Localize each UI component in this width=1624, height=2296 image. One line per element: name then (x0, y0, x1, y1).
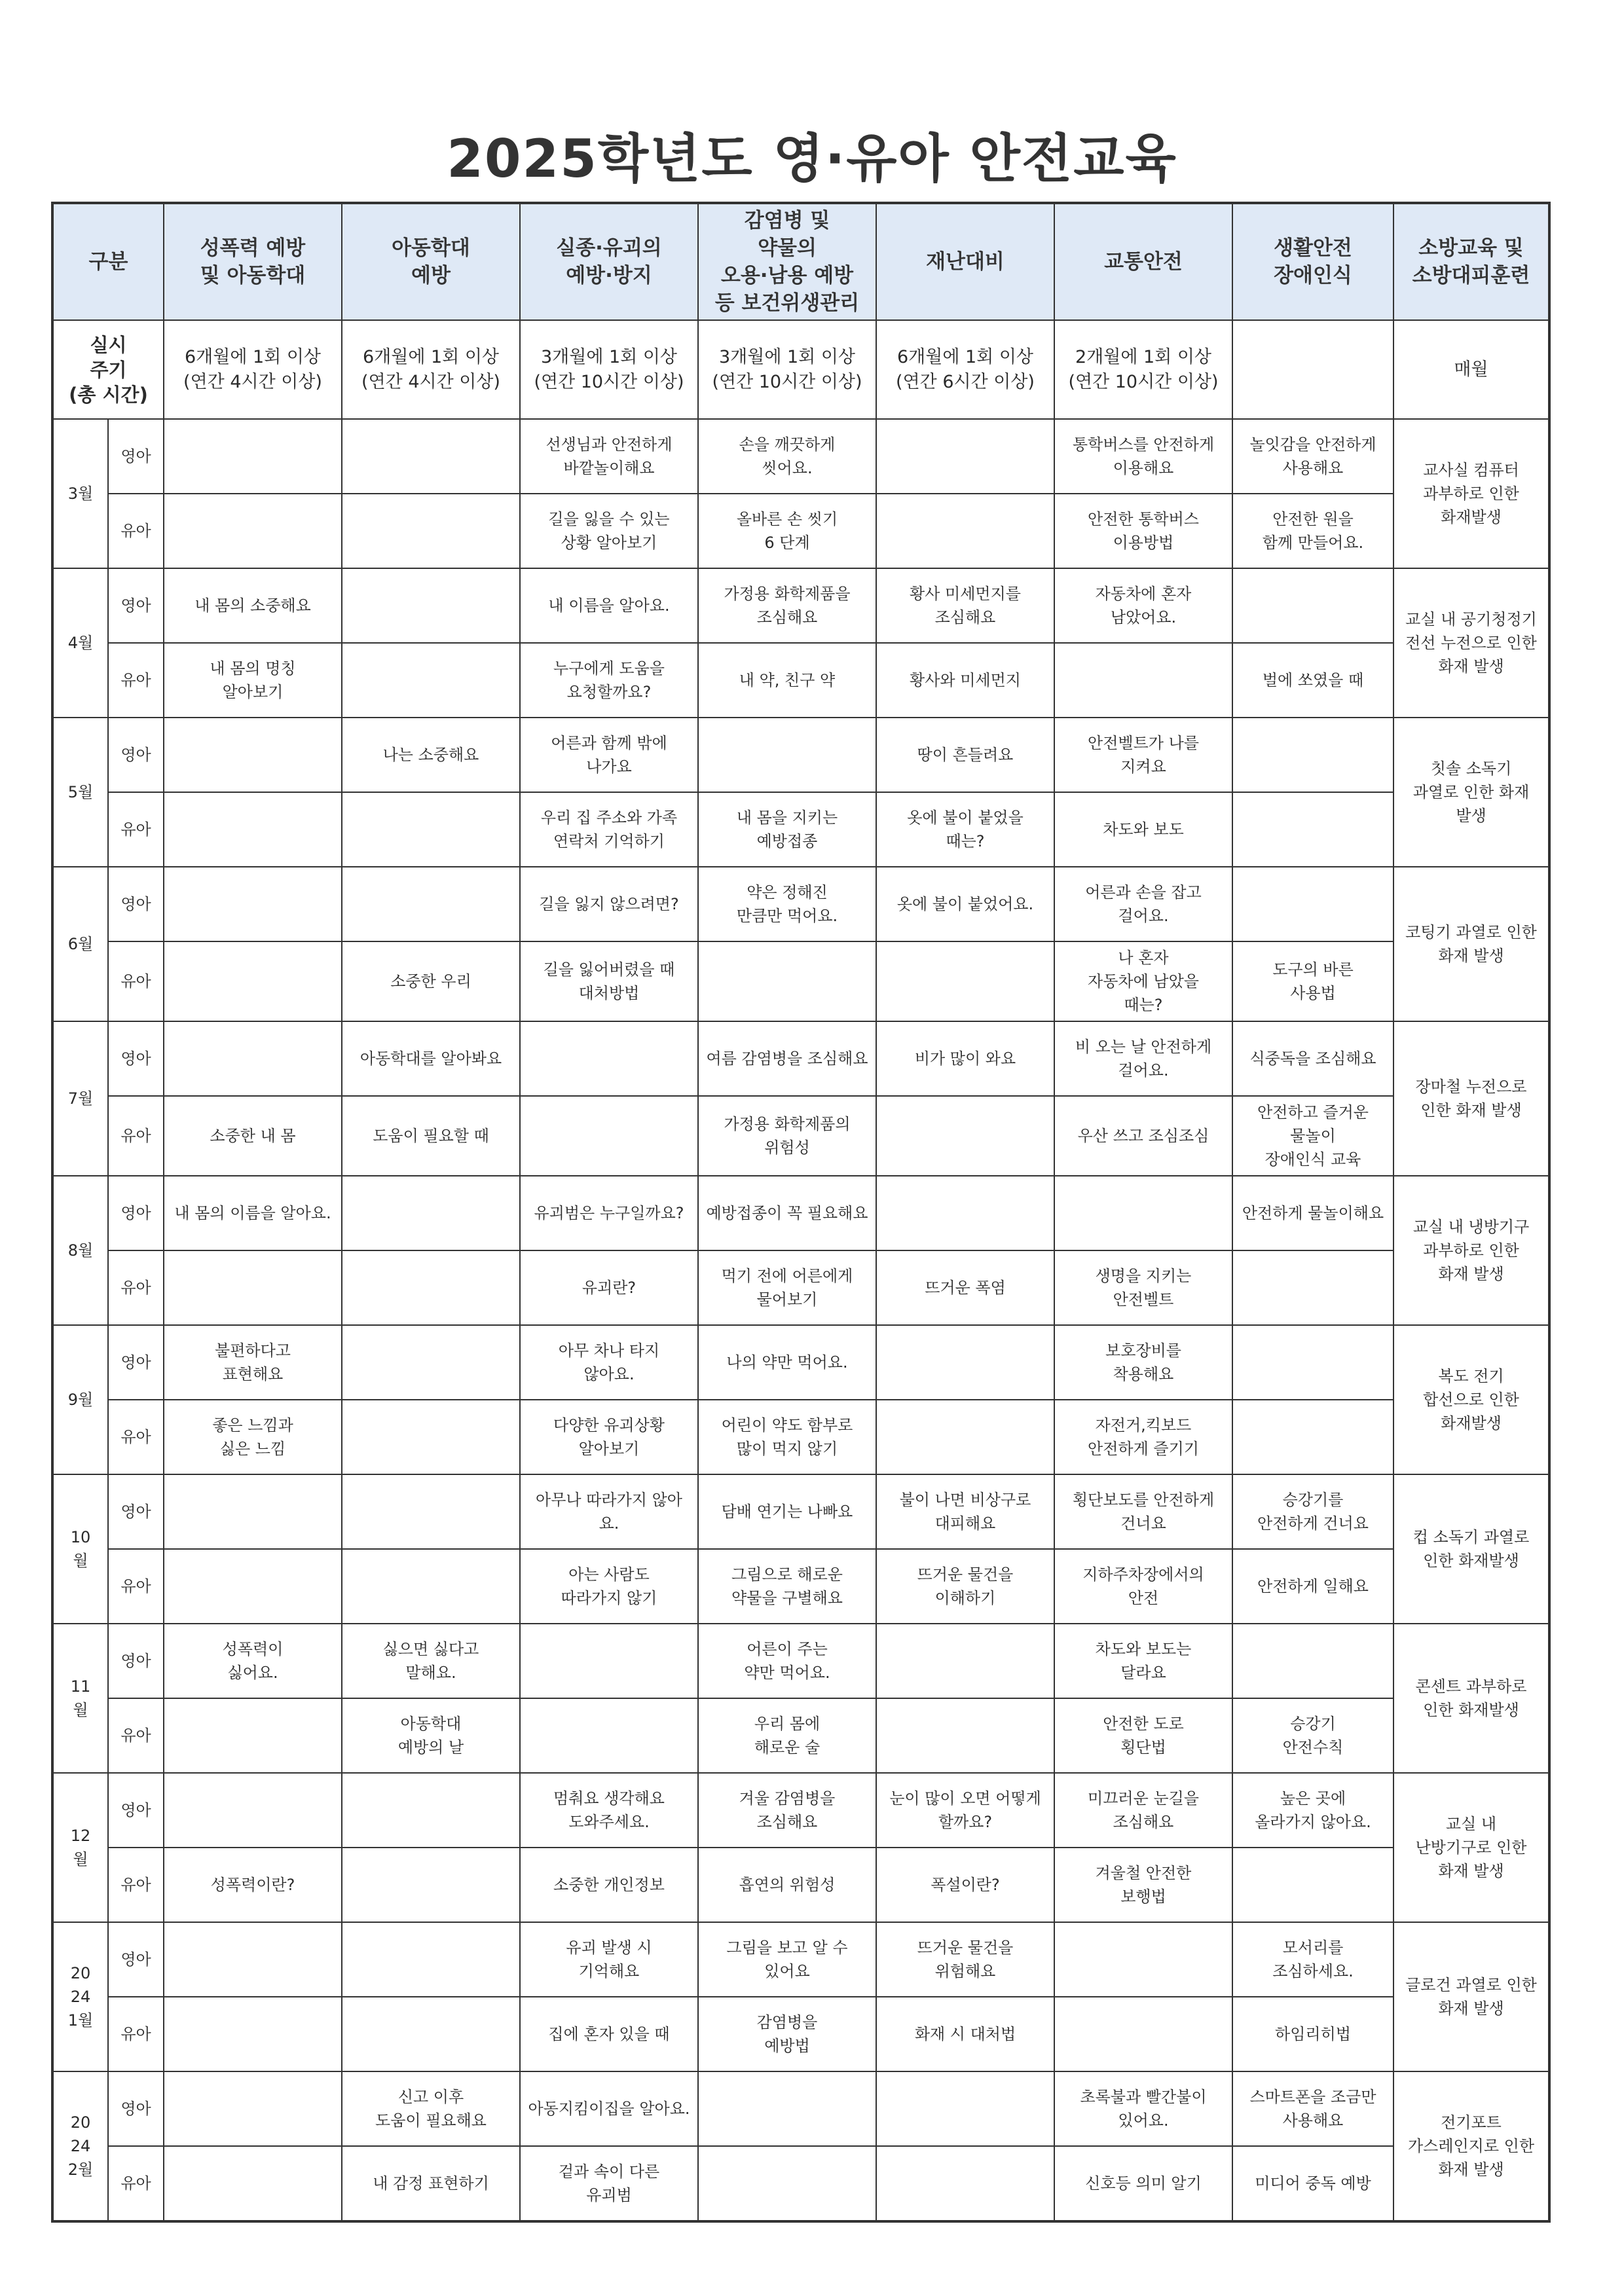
topic-cell (164, 867, 342, 941)
topic-cell (164, 2146, 342, 2221)
topic-cell: 겨울 감염병을 조심해요 (698, 1773, 876, 1848)
age-group-label: 영아 (108, 1176, 164, 1250)
topic-cell: 누구에게 도움을 요청할까요? (520, 643, 698, 718)
period-cell: 6개월에 1회 이상 (연간 4시간 이상) (164, 320, 342, 419)
fire-drill-cell: 전기포트 가스레인지로 인한 화재 발생 (1393, 2071, 1549, 2221)
fire-drill-cell: 콘센트 과부하로 인한 화재발생 (1393, 1624, 1549, 1773)
topic-cell (164, 494, 342, 568)
topic-cell: 아동학대 예방의 날 (342, 1698, 520, 1773)
topic-cell: 아무나 따라가지 않아요. (520, 1474, 698, 1549)
topic-cell: 통학버스를 안전하게 이용해요 (1054, 419, 1232, 494)
topic-cell (342, 1997, 520, 2071)
age-group-label: 영아 (108, 718, 164, 792)
header-child-abuse: 아동학대 예방 (342, 203, 520, 320)
topic-cell: 유괴 발생 시 기억해요 (520, 1922, 698, 1997)
age-group-label: 영아 (108, 1325, 164, 1400)
fire-drill-cell: 교실 내 난방기구로 인한 화재 발생 (1393, 1773, 1549, 1922)
month-label: 9월 (52, 1325, 108, 1474)
topic-cell: 성폭력이란? (164, 1848, 342, 1922)
topic-cell: 흡연의 위험성 (698, 1848, 876, 1922)
topic-cell (1054, 1922, 1232, 1997)
topic-cell (1232, 568, 1393, 643)
topic-cell (164, 1021, 342, 1096)
table-row (52, 1096, 1549, 1176)
month-label: 5월 (52, 718, 108, 867)
month-label: 20 24 1월 (52, 1922, 108, 2071)
age-group-label: 유아 (108, 792, 164, 867)
month-label: 20 24 2월 (52, 2071, 108, 2221)
topic-cell (164, 1922, 342, 1997)
month-label: 10 월 (52, 1474, 108, 1624)
safety-schedule-table (51, 202, 1551, 2223)
age-group-label: 영아 (108, 1474, 164, 1549)
topic-cell (876, 1096, 1054, 1176)
table-row (52, 1325, 1549, 1400)
table-row (52, 1176, 1549, 1250)
topic-cell (520, 1096, 698, 1176)
topic-cell: 뜨거운 물건을 이해하기 (876, 1549, 1054, 1624)
topic-cell (520, 1624, 698, 1698)
topic-cell: 약은 정해진 만큼만 먹어요. (698, 867, 876, 941)
topic-cell: 불이 나면 비상구로 대피해요 (876, 1474, 1054, 1549)
topic-cell (876, 1400, 1054, 1474)
topic-cell: 먹기 전에 어른에게 물어보기 (698, 1250, 876, 1325)
topic-cell: 도움이 필요할 때 (342, 1096, 520, 1176)
period-cell: 3개월에 1회 이상 (연간 10시간 이상) (698, 320, 876, 419)
topic-cell: 황사 미세먼지를 조심해요 (876, 568, 1054, 643)
age-group-label: 유아 (108, 2146, 164, 2221)
topic-cell: 하임리히법 (1232, 1997, 1393, 2071)
topic-cell: 안전하고 즐거운 물놀이 장애인식 교육 (1232, 1096, 1393, 1176)
topic-cell (876, 2146, 1054, 2221)
age-group-label: 영아 (108, 1922, 164, 1997)
topic-cell: 비 오는 날 안전하게 걸어요. (1054, 1021, 1232, 1096)
table-row (52, 1624, 1549, 1698)
table-row (52, 643, 1549, 718)
age-group-label: 유아 (108, 494, 164, 568)
topic-cell (1232, 718, 1393, 792)
month-label: 3월 (52, 419, 108, 568)
age-group-label: 유아 (108, 643, 164, 718)
topic-cell: 감염병을 예방법 (698, 1997, 876, 2071)
topic-cell: 화재 시 대처법 (876, 1997, 1054, 2071)
header-category: 구분 (52, 203, 164, 320)
period-row (52, 320, 1549, 419)
topic-cell: 우산 쓰고 조심조심 (1054, 1096, 1232, 1176)
table-row (52, 419, 1549, 494)
topic-cell: 도구의 바른 사용법 (1232, 941, 1393, 1021)
header-row (52, 203, 1549, 320)
topic-cell: 우리 집 주소와 가족 연락처 기억하기 (520, 792, 698, 867)
topic-cell: 미디어 중독 예방 (1232, 2146, 1393, 2221)
age-group-label: 유아 (108, 1997, 164, 2071)
period-cell: 6개월에 1회 이상 (연간 6시간 이상) (876, 320, 1054, 419)
month-label: 7월 (52, 1021, 108, 1176)
topic-cell (164, 1549, 342, 1624)
topic-cell: 눈이 많이 오면 어떻게 할까요? (876, 1773, 1054, 1848)
topic-cell: 어린이 약도 함부로 많이 먹지 않기 (698, 1400, 876, 1474)
topic-cell: 식중독을 조심해요 (1232, 1021, 1393, 1096)
topic-cell (876, 1698, 1054, 1773)
topic-cell: 담배 연기는 나빠요 (698, 1474, 876, 1549)
topic-cell (876, 1176, 1054, 1250)
topic-cell (342, 494, 520, 568)
topic-cell: 성폭력이 싫어요. (164, 1624, 342, 1698)
table-row (52, 718, 1549, 792)
topic-cell: 소중한 개인정보 (520, 1848, 698, 1922)
table-row (52, 792, 1549, 867)
topic-cell (1054, 643, 1232, 718)
topic-cell: 다양한 유괴상황 알아보기 (520, 1400, 698, 1474)
fire-drill-cell: 글로건 과열로 인한 화재 발생 (1393, 1922, 1549, 2071)
topic-cell (342, 568, 520, 643)
age-group-label: 영아 (108, 419, 164, 494)
topic-cell: 그림을 보고 알 수 있어요 (698, 1922, 876, 1997)
table-row (52, 1400, 1549, 1474)
topic-cell: 손을 깨끗하게 씻어요. (698, 419, 876, 494)
topic-cell: 안전벨트가 나를 지켜요 (1054, 718, 1232, 792)
topic-cell: 안전한 통학버스 이용방법 (1054, 494, 1232, 568)
topic-cell: 아동학대를 알아봐요 (342, 1021, 520, 1096)
table-row (52, 941, 1549, 1021)
age-group-label: 영아 (108, 1773, 164, 1848)
topic-cell: 집에 혼자 있을 때 (520, 1997, 698, 2071)
table-row (52, 1698, 1549, 1773)
topic-cell (164, 419, 342, 494)
topic-cell (342, 1922, 520, 1997)
fire-drill-cell: 교실 내 공기청정기 전선 누전으로 인한 화재 발생 (1393, 568, 1549, 718)
topic-cell: 아동지킴이집을 알아요. (520, 2071, 698, 2146)
topic-cell: 승강기 안전수칙 (1232, 1698, 1393, 1773)
age-group-label: 유아 (108, 1400, 164, 1474)
header-disaster: 재난대비 (876, 203, 1054, 320)
topic-cell (342, 1773, 520, 1848)
topic-cell: 폭설이란? (876, 1848, 1054, 1922)
topic-cell: 뜨거운 폭염 (876, 1250, 1054, 1325)
topic-cell: 좋은 느낌과 싫은 느낌 (164, 1400, 342, 1474)
topic-cell: 내 약, 친구 약 (698, 643, 876, 718)
period-label: 실시 주기 (총 시간) (52, 320, 164, 419)
topic-cell (342, 792, 520, 867)
topic-cell: 안전하게 일해요 (1232, 1549, 1393, 1624)
topic-cell: 우리 몸에 해로운 술 (698, 1698, 876, 1773)
period-cell: 매월 (1393, 320, 1549, 419)
fire-drill-cell: 코팅기 과열로 인한 화재 발생 (1393, 867, 1549, 1021)
topic-cell: 보호장비를 착용해요 (1054, 1325, 1232, 1400)
age-group-label: 유아 (108, 1549, 164, 1624)
period-cell: 3개월에 1회 이상 (연간 10시간 이상) (520, 320, 698, 419)
month-label: 4월 (52, 568, 108, 718)
topic-cell (1232, 1250, 1393, 1325)
fire-drill-cell: 교실 내 냉방기구 과부하로 인한 화재 발생 (1393, 1176, 1549, 1325)
topic-cell: 그림으로 해로운 약물을 구별해요 (698, 1549, 876, 1624)
topic-cell: 횡단보도를 안전하게 건너요 (1054, 1474, 1232, 1549)
topic-cell: 초록불과 빨간불이 있어요. (1054, 2071, 1232, 2146)
topic-cell: 예방접종이 꼭 필요해요 (698, 1176, 876, 1250)
topic-cell: 여름 감염병을 조심해요 (698, 1021, 876, 1096)
table-row (52, 494, 1549, 568)
topic-cell: 나는 소중해요 (342, 718, 520, 792)
topic-cell: 소중한 우리 (342, 941, 520, 1021)
topic-cell (1054, 1997, 1232, 2071)
fire-drill-cell: 교사실 컴퓨터 과부하로 인한 화재발생 (1393, 419, 1549, 568)
table-row (52, 1021, 1549, 1096)
topic-cell: 어른이 주는 약만 먹어요. (698, 1624, 876, 1698)
topic-cell (520, 1021, 698, 1096)
table-row (52, 2071, 1549, 2146)
age-group-label: 영아 (108, 568, 164, 643)
topic-cell: 유괴범은 누구일까요? (520, 1176, 698, 1250)
topic-cell: 가정용 화학제품의 위험성 (698, 1096, 876, 1176)
topic-cell (342, 1400, 520, 1474)
topic-cell (876, 1624, 1054, 1698)
header-life-safety: 생활안전 장애인식 (1232, 203, 1393, 320)
topic-cell (342, 867, 520, 941)
topic-cell (1232, 792, 1393, 867)
topic-cell (1232, 1624, 1393, 1698)
topic-cell: 모서리를 조심하세요. (1232, 1922, 1393, 1997)
header-sexual-violence: 성폭력 예방 및 아동학대 (164, 203, 342, 320)
topic-cell: 겨울철 안전한 보행법 (1054, 1848, 1232, 1922)
topic-cell: 신호등 의미 알기 (1054, 2146, 1232, 2221)
topic-cell: 어른과 함께 밖에 나가요 (520, 718, 698, 792)
topic-cell (520, 1698, 698, 1773)
topic-cell: 지하주차장에서의 안전 (1054, 1549, 1232, 1624)
table-row (52, 867, 1549, 941)
topic-cell (342, 1176, 520, 1250)
topic-cell (164, 792, 342, 867)
topic-cell (164, 1773, 342, 1848)
topic-cell: 자동차에 혼자 남았어요. (1054, 568, 1232, 643)
fire-drill-cell: 칫솔 소독기 과열로 인한 화재 발생 (1393, 718, 1549, 867)
age-group-label: 영아 (108, 2071, 164, 2146)
topic-cell: 내 이름을 알아요. (520, 568, 698, 643)
topic-cell: 옷에 불이 붙었을 때는? (876, 792, 1054, 867)
fire-drill-cell: 컵 소독기 과열로 인한 화재발생 (1393, 1474, 1549, 1624)
topic-cell: 뜨거운 물건을 위험해요 (876, 1922, 1054, 1997)
topic-cell (342, 643, 520, 718)
topic-cell (876, 2071, 1054, 2146)
topic-cell (342, 1848, 520, 1922)
topic-cell: 차도와 보도 (1054, 792, 1232, 867)
fire-drill-cell: 복도 전기 합선으로 인한 화재발생 (1393, 1325, 1549, 1474)
topic-cell (164, 1474, 342, 1549)
topic-cell: 안전하게 물놀이해요 (1232, 1176, 1393, 1250)
topic-cell: 차도와 보도는 달라요 (1054, 1624, 1232, 1698)
age-group-label: 영아 (108, 867, 164, 941)
table-row (52, 568, 1549, 643)
topic-cell (342, 1325, 520, 1400)
topic-cell (342, 1549, 520, 1624)
topic-cell (1232, 1400, 1393, 1474)
topic-cell (164, 718, 342, 792)
topic-cell: 길을 잃지 않으려면? (520, 867, 698, 941)
topic-cell: 스마트폰을 조금만 사용해요 (1232, 2071, 1393, 2146)
age-group-label: 영아 (108, 1021, 164, 1096)
table-row (52, 1549, 1549, 1624)
topic-cell: 미끄러운 눈길을 조심해요 (1054, 1773, 1232, 1848)
topic-cell: 승강기를 안전하게 건너요 (1232, 1474, 1393, 1549)
topic-cell: 올바른 손 씻기 6 단계 (698, 494, 876, 568)
topic-cell: 비가 많이 와요 (876, 1021, 1054, 1096)
topic-cell (1054, 1176, 1232, 1250)
topic-cell (876, 941, 1054, 1021)
topic-cell (164, 1698, 342, 1773)
period-cell: 2개월에 1회 이상 (연간 10시간 이상) (1054, 320, 1232, 419)
topic-cell: 길을 잃어버렸을 때 대처방법 (520, 941, 698, 1021)
topic-cell (342, 1474, 520, 1549)
topic-cell: 길을 잃을 수 있는 상황 알아보기 (520, 494, 698, 568)
month-label: 6월 (52, 867, 108, 1021)
topic-cell: 어른과 손을 잡고 걸어요. (1054, 867, 1232, 941)
topic-cell: 신고 이후 도움이 필요해요 (342, 2071, 520, 2146)
topic-cell: 벌에 쏘였을 때 (1232, 643, 1393, 718)
topic-cell (164, 1250, 342, 1325)
topic-cell (698, 2071, 876, 2146)
topic-cell: 높은 곳에 올라가지 않아요. (1232, 1773, 1393, 1848)
period-cell (1232, 320, 1393, 419)
topic-cell (876, 1325, 1054, 1400)
table-row (52, 1474, 1549, 1549)
page-title: 2025학년도 영·유아 안전교육 (447, 128, 1177, 189)
topic-cell: 나의 약만 먹어요. (698, 1325, 876, 1400)
age-group-label: 유아 (108, 1096, 164, 1176)
topic-cell: 안전한 도로 횡단법 (1054, 1698, 1232, 1773)
period-cell: 6개월에 1회 이상 (연간 4시간 이상) (342, 320, 520, 419)
age-group-label: 유아 (108, 1848, 164, 1922)
table-row (52, 1848, 1549, 1922)
topic-cell: 황사와 미세먼지 (876, 643, 1054, 718)
topic-cell: 소중한 내 몸 (164, 1096, 342, 1176)
topic-cell: 선생님과 안전하게 바깥놀이해요 (520, 419, 698, 494)
header-health-hygiene: 감염병 및 약물의 오용·남용 예방 등 보건위생관리 (698, 203, 876, 320)
age-group-label: 유아 (108, 941, 164, 1021)
table-row (52, 1773, 1549, 1848)
topic-cell (698, 718, 876, 792)
topic-cell: 놀잇감을 안전하게 사용해요 (1232, 419, 1393, 494)
fire-drill-cell: 장마철 누전으로 인한 화재 발생 (1393, 1021, 1549, 1176)
month-label: 8월 (52, 1176, 108, 1325)
topic-cell: 내 몸을 지키는 예방접종 (698, 792, 876, 867)
topic-cell: 자전거,킥보드 안전하게 즐기기 (1054, 1400, 1232, 1474)
topic-cell (164, 1997, 342, 2071)
topic-cell (342, 1250, 520, 1325)
topic-cell (698, 941, 876, 1021)
header-traffic: 교통안전 (1054, 203, 1232, 320)
topic-cell: 옷에 불이 붙었어요. (876, 867, 1054, 941)
age-group-label: 영아 (108, 1624, 164, 1698)
topic-cell: 안전한 원을 함께 만들어요. (1232, 494, 1393, 568)
topic-cell (342, 419, 520, 494)
month-label: 11 월 (52, 1624, 108, 1773)
topic-cell: 생명을 지키는 안전벨트 (1054, 1250, 1232, 1325)
age-group-label: 유아 (108, 1698, 164, 1773)
topic-cell (164, 2071, 342, 2146)
table-row (52, 1997, 1549, 2071)
header-fire-drill: 소방교육 및 소방대피훈련 (1393, 203, 1549, 320)
topic-cell: 나 혼자 자동차에 남았을 때는? (1054, 941, 1232, 1021)
topic-cell (698, 2146, 876, 2221)
header-missing-kidnap: 실종·유괴의 예방·방지 (520, 203, 698, 320)
topic-cell: 멈춰요 생각해요 도와주세요. (520, 1773, 698, 1848)
table-row (52, 1922, 1549, 1997)
topic-cell: 내 몸의 소중해요 (164, 568, 342, 643)
table-row (52, 2146, 1549, 2221)
topic-cell: 불편하다고 표현해요 (164, 1325, 342, 1400)
topic-cell (1232, 867, 1393, 941)
topic-cell (876, 419, 1054, 494)
month-label: 12 월 (52, 1773, 108, 1922)
topic-cell: 가정용 화학제품을 조심해요 (698, 568, 876, 643)
topic-cell: 아는 사람도 따라가지 않기 (520, 1549, 698, 1624)
topic-cell: 내 몸의 이름을 알아요. (164, 1176, 342, 1250)
topic-cell (876, 494, 1054, 568)
topic-cell: 싫으면 싫다고 말해요. (342, 1624, 520, 1698)
topic-cell (164, 941, 342, 1021)
topic-cell: 내 몸의 명칭 알아보기 (164, 643, 342, 718)
topic-cell: 내 감정 표현하기 (342, 2146, 520, 2221)
table-row (52, 1250, 1549, 1325)
topic-cell: 겉과 속이 다른 유괴범 (520, 2146, 698, 2221)
age-group-label: 유아 (108, 1250, 164, 1325)
topic-cell (1232, 1848, 1393, 1922)
topic-cell: 땅이 흔들려요 (876, 718, 1054, 792)
topic-cell: 아무 차나 타지 않아요. (520, 1325, 698, 1400)
topic-cell: 유괴란? (520, 1250, 698, 1325)
topic-cell (1232, 1325, 1393, 1400)
